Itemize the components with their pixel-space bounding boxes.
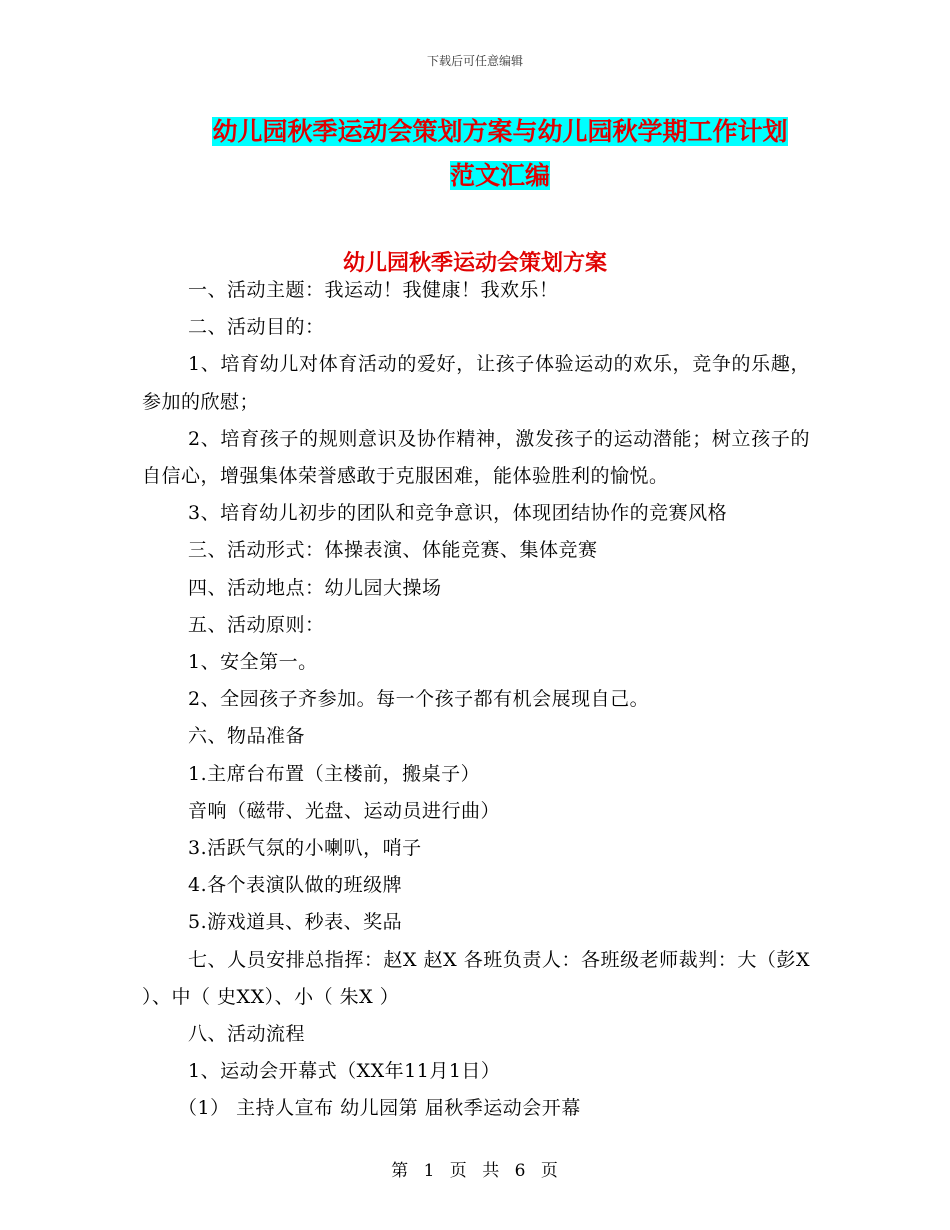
paragraph: 3.活跃气氛的小喇叭，哨子 xyxy=(188,837,422,860)
section-title: 幼儿园秋季运动会策划方案 xyxy=(342,251,607,276)
paragraph: 4.各个表演队做的班级牌 xyxy=(188,874,403,897)
paragraph: 1、安全第一。 xyxy=(188,651,318,674)
paragraph: 1、运动会开幕式（XX年11月1日） xyxy=(188,1060,501,1083)
footer-page-unit: 页 xyxy=(449,1161,468,1181)
page-footer xyxy=(0,1156,950,1181)
paragraph: 一、活动主题：我运动！我健康！我欢乐！ xyxy=(188,279,559,301)
paragraph: 七、人员安排总指挥：赵X 赵X 各班负责人：各班级老师裁判：大（彭X ）、中（ 史XX）、小（ 朱X ） xyxy=(142,948,810,1008)
paragraph: 六、物品准备 xyxy=(188,725,306,748)
paragraph: 五、活动原则： xyxy=(188,613,325,636)
paragraph: 八、活动流程 xyxy=(188,1023,306,1046)
paragraph: 2、培育孩子的规则意识及协作精神，激发孩子的运动潜能；树立孩子的自信心，增强集体荣誉感敢于克服困难，能体验胜利的愉悦。 xyxy=(142,427,810,488)
document-title-line1: 幼儿园秋季运动会策划方案与幼儿园秋学期工作计划 xyxy=(212,117,788,146)
paragraph: 1、培育幼儿对体育活动的爱好，让孩子体验运动的欢乐，竞争的乐趣，参加的欣慰； xyxy=(142,353,810,413)
paragraph: 1.主席台布置（主楼前，搬桌子） xyxy=(188,762,481,785)
paragraph: 四、活动地点：幼儿园大操场 xyxy=(188,576,442,599)
footer-page-label: 第 xyxy=(391,1161,410,1181)
document-title-line2: 范文汇编 xyxy=(449,161,550,190)
paragraph: （1） 主持人宣布 幼儿园第 届秋季运动会开幕 xyxy=(178,1097,581,1120)
footer-total-unit: 页 xyxy=(540,1161,559,1181)
document-title xyxy=(140,110,860,198)
paragraph: 三、活动形式：体操表演、体能竞赛、集体竞赛 xyxy=(188,539,598,562)
footer-total-pages: 6 xyxy=(514,1161,527,1181)
paragraph: 3、培育幼儿初步的团队和竞争意识，体现团结协作的竞赛风格 xyxy=(188,502,728,525)
paragraph: 音响（磁带、光盘、运动员进行曲） xyxy=(188,799,501,822)
header-note: 下载后可任意编辑 xyxy=(426,54,523,68)
footer-page-number: 1 xyxy=(423,1161,436,1181)
paragraph: 5.游戏道具、秒表、奖品 xyxy=(188,911,403,934)
paragraph: 二、活动目的： xyxy=(188,316,325,339)
paragraph: 2、全园孩子齐参加。每一个孩子都有机会展现自己。 xyxy=(188,688,650,711)
body-text xyxy=(142,272,810,1128)
footer-total-label: 共 xyxy=(482,1161,501,1181)
